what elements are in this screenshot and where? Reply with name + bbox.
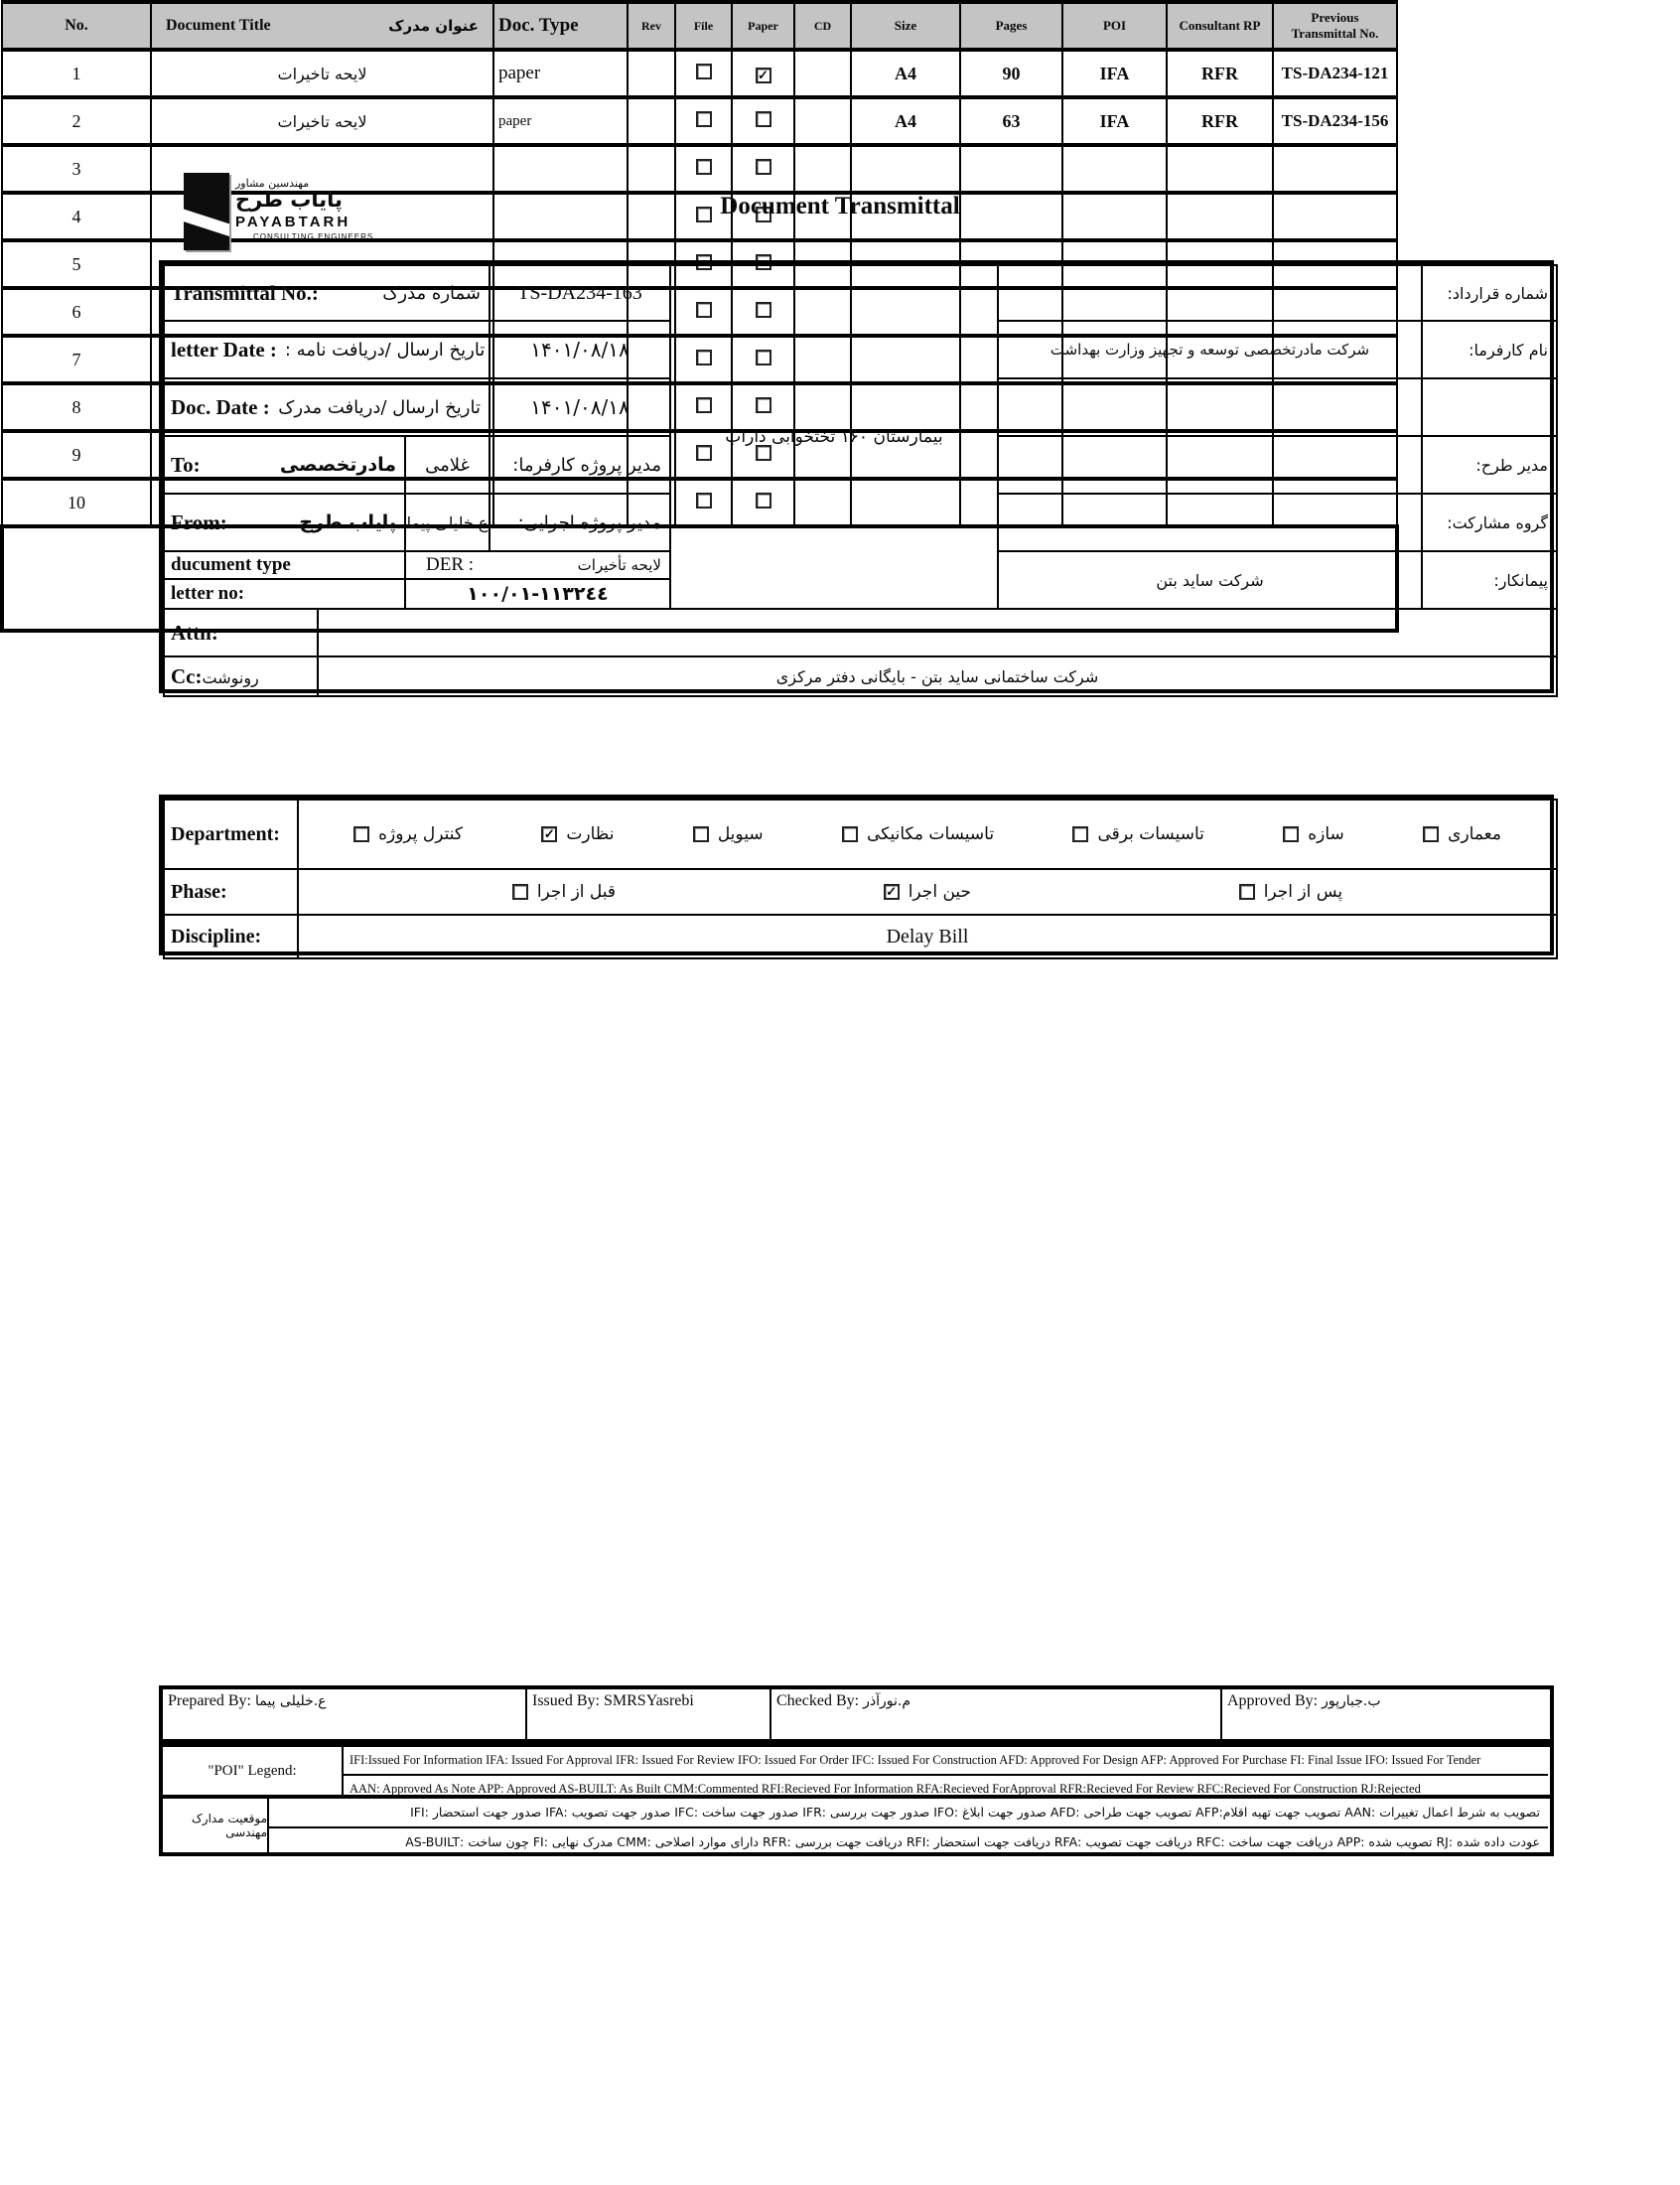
approved-by-cell: Approved By: ب.جبارپور [1227,1692,1381,1709]
contractor-label: پیمانکار: [1493,570,1548,590]
row-file [675,145,732,193]
col-rev: Rev [628,2,675,50]
issued-by-cell: Issued By: SMRSYasrebi [527,1689,771,1739]
row-doc-type: paper [493,50,628,97]
col-poi: POI [1062,2,1167,50]
mechanical-checkbox[interactable] [842,826,858,842]
department-label: Department: [171,822,280,845]
cc-label: Cc:رونوشت [171,663,259,688]
to-role-label: مدیر پروژه کارفرما: [512,454,661,476]
row-doc-type [493,145,628,193]
fa-legend-label: موقعیت مدارک مهندسی [163,1799,269,1852]
department-option-project-control: کنترل پروژه [353,824,463,844]
row-paper [732,97,794,145]
to-label: To: [171,452,201,477]
prepared-by-cell: Prepared By: ع.خلیلی پیما [163,1689,527,1739]
transmittal-no-label-fa: شماره مدرک [382,282,481,304]
paper-checkbox[interactable] [756,159,771,175]
document-type-code: DER : [426,554,475,575]
department-option-mechanical: تاسیسات مکانیکی [842,824,994,844]
from-role-label: مدیر پروژه اجرایی: [517,511,661,533]
row-cd [794,50,851,97]
phase-option-after-execution: پس از اجرا [1239,882,1342,902]
department-option-supervision: نظارت ✓ [541,824,614,844]
approved-by-value: ب.جبارپور [1322,1693,1381,1709]
row-size: A4 [851,97,960,145]
row-consultant: RFR [1167,97,1273,145]
transmittal-no-label-en: Transmittal No.: [171,280,319,305]
row-previous: TS-DA234-156 [1273,97,1397,145]
row-cd [794,145,851,193]
issued-by-value: SMRSYasrebi [604,1692,694,1709]
row-previous [1273,145,1397,193]
letter-no-label: letter no: [171,583,245,604]
fa-legend-line1: تصویب به شرط اعمال تغییرات :AAN تصویب جهت تهیه اقلام:AFP تصویب جهت طراحی :AFD صدور جهت ابلاغ :IFO صدور جهت بررسی :IFR صدور جهت ساخت :IFC صدور جهت تصویب :IFA صدور جهت استحضار :IFI [410,1805,1540,1820]
row-pages [960,145,1062,193]
row-no: 9 [2,431,151,479]
letter-date-value: ۱۴۰۱/۰۸/۱۸ [530,338,630,362]
supervision-checkbox[interactable]: ✓ [541,826,557,842]
col-title: Document Title عنوان مدرک [151,2,493,50]
row-poi: IFA [1062,97,1167,145]
col-doc-type: Doc. Type [493,2,628,50]
document-type-fa: لایحه تأخیرات [577,556,661,574]
phase-option-before-execution: قبل از اجرا [512,882,616,902]
contract-no-label: شماره قرارداد: [1447,283,1548,303]
row-file [675,50,732,97]
row-pages: 63 [960,97,1062,145]
doc-date-value: ۱۴۰۱/۰۸/۱۸ [530,395,630,419]
department-option-structure: سازه [1283,824,1344,844]
letter-no-value: ۱۰۰/۰۱-۱۱۳۲٤٤ [467,583,609,605]
row-title: لایحه تاخیرات [151,50,493,97]
col-file: File [675,2,732,50]
logo-subtitle: CONSULTING ENGINEERS [253,232,374,241]
fa-legend-line2: عودت داده شده :RJ تصویب شده :APP دریافت جهت ساخت :RFC دریافت جهت تصویب :RFA دریافت جهت استحضار :RFI دریافت جهت بررسی :RFR دارای موارد اصلاحی :CMM مدرک نهایی :FI چون ساخت :AS-BUILT [269,1826,1548,1855]
row-no: 5 [2,240,151,288]
row-consultant [1167,145,1273,193]
paper-checkbox[interactable] [756,111,771,127]
contractor-value: شرکت ساید بتن [1156,570,1264,590]
row-no: 8 [2,383,151,431]
row-poi: IFA [1062,50,1167,97]
col-size: Size [851,2,960,50]
project-control-checkbox[interactable] [353,826,369,842]
transmittal-no-value: TS-DA234-163 [517,281,642,304]
row-no: 2 [2,97,151,145]
document-type-label: ducument type [171,554,291,575]
checked-by-cell: Checked By: م.نورآذر [771,1689,1222,1739]
row-no: 1 [2,50,151,97]
after-execution-checkbox[interactable] [1239,884,1255,900]
row-paper [732,145,794,193]
row-pages: 90 [960,50,1062,97]
department-option-architecture: معماری [1423,824,1501,844]
design-manager-label: مدیر طرح: [1475,455,1548,475]
col-pages: Pages [960,2,1062,50]
phase-option-during-execution: حین اجرا ✓ [884,882,971,902]
from-value: پایاب طرح [299,511,396,533]
col-paper: Paper [732,2,794,50]
from-name: ع.خلیلی پیما [406,512,489,532]
row-no: 3 [2,145,151,193]
during-execution-checkbox[interactable]: ✓ [884,884,900,900]
doc-date-label-en: Doc. Date : [171,394,270,419]
col-previous: Previous Transmittal No. [1273,2,1397,50]
file-checkbox[interactable] [696,64,712,79]
electrical-checkbox[interactable] [1072,826,1088,842]
signoff-row [159,1685,1554,1743]
logo-persian-name: پایاب طرح [235,188,343,212]
row-rev [628,145,675,193]
classification-table [159,795,1554,955]
logo-persian-tagline: مهندسین مشاور [235,177,310,190]
poi-legend [159,1743,1554,1799]
letter-date-label-fa: تاریخ ارسال /دریافت نامه : [284,339,486,361]
row-consultant: RFR [1167,50,1273,97]
engineering-docs-status-legend [159,1799,1554,1856]
row-file [675,97,732,145]
row-rev [628,50,675,97]
discipline-value: Delay Bill [886,925,969,947]
checked-by-value: م.نورآذر [863,1693,910,1709]
document-row [2,50,1397,97]
phase-label: Phase: [171,880,227,903]
file-checkbox[interactable] [696,111,712,127]
table-header-row [2,2,1397,50]
civil-checkbox[interactable] [693,826,709,842]
attn-label: Attn: [171,620,218,645]
row-size: A4 [851,50,960,97]
client-name-label: نام کارفرما: [1469,340,1548,360]
project-name: بیمارستان ۱۶۰ تختخوابی داراب [725,427,943,447]
to-name: غلامی [425,454,470,476]
to-value: مادرتخصصی [279,454,396,476]
page-title: Document Transmittal [720,193,960,219]
col-no: No. [2,2,151,50]
jv-group-label: گروه مشارکت: [1447,512,1548,532]
header-table [159,260,1554,693]
paper-checkbox[interactable]: ✓ [756,68,771,83]
poi-legend-line1: IFI:Issued For Information IFA: Issued For Approval IFR: Issued For Review IFO: Issued For Order IFC: Issued For Construction AFD: Approved For Design AFP: Approved For Purchase FI: Final Issue IFO: Issued For Tender [350,1752,1481,1767]
file-checkbox[interactable] [696,159,712,175]
row-size [851,145,960,193]
from-label: From: [171,510,227,534]
client-name-value: شرکت مادرتخصصی توسعه و تجهیز وزارت بهداشت [1050,341,1370,359]
doc-date-label-fa: تاریخ ارسال /دریافت مدرک [278,396,481,418]
row-rev [628,97,675,145]
architecture-checkbox[interactable] [1423,826,1439,842]
row-doc-type: paper [493,97,628,145]
prepared-by-value: ع.خلیلی پیما [254,1693,327,1709]
poi-legend-label: "POI" Legend: [163,1747,344,1795]
row-no: 6 [2,288,151,336]
department-option-civil: سیویل [693,824,764,844]
row-paper [732,50,794,97]
before-execution-checkbox[interactable] [512,884,528,900]
row-previous: TS-DA234-121 [1273,50,1397,97]
row-no: 7 [2,336,151,383]
row-cd [794,97,851,145]
row-no: 10 [2,479,151,526]
department-option-electrical: تاسیسات برقی [1072,824,1203,844]
structure-checkbox[interactable] [1283,826,1299,842]
logo-company-name: PAYABTARH [235,214,351,230]
cc-value: شرکت ساختمانی ساید بتن - بایگانی دفتر مرکزی [775,666,1099,686]
col-cd: CD [794,2,851,50]
document-row [2,97,1397,145]
poi-legend-line2: AAN: Approved As Note APP: Approved AS-BUILT: As Built CMM:Commented RFI:Recieved For Information RFA:Recieved ForApproval RFR:Recieved For Review RFC:Recieved For Construction RJ:Rejected [344,1774,1548,1802]
letter-date-label-en: letter Date : [171,337,277,362]
row-no: 4 [2,193,151,240]
row-title: لایحه تاخیرات [151,97,493,145]
discipline-label: Discipline: [171,925,262,947]
col-consultant: Consultant RP [1167,2,1273,50]
row-poi [1062,145,1167,193]
